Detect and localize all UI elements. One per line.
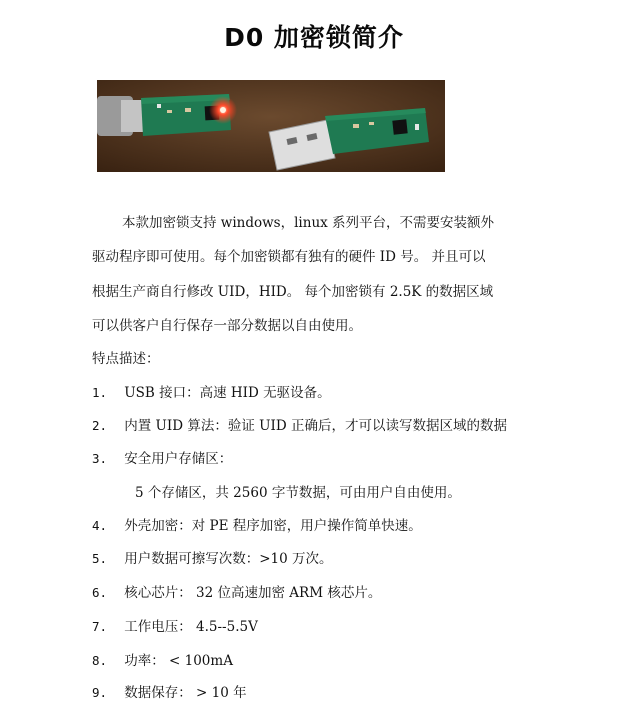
feature-item [92, 652, 552, 670]
feature-number: 8. [92, 653, 108, 668]
feature-number: 3. [92, 451, 108, 466]
feature-item [92, 384, 552, 402]
feature-number: 6. [92, 585, 108, 600]
features-heading: 特点描述： [92, 351, 160, 367]
intro-line-4: 可以供客户自行保存一部分数据以自由使用。 [92, 318, 362, 334]
intro-line-3: 根据生产商自行修改 UID，HID。 每个加密锁有 2.5K 的数据区域 [92, 284, 494, 300]
feature-text: 功率： < 100mA [124, 653, 233, 669]
feature-3-detail: 5 个存储区，共 2560 字节数据，可由用户自由使用。 [135, 485, 461, 501]
feature-text: 用户数据可擦写次数：>10 万次。 [124, 551, 333, 567]
intro-line-1: 本款加密锁支持 windows，linux 系列平台，不需要安装额外 [122, 215, 495, 231]
feature-number: 4. [92, 518, 108, 533]
feature-text: 安全用户存储区： [124, 451, 233, 467]
feature-text: 内置 UID 算法：验证 UID 正确后，才可以读写数据区域的数据 [124, 418, 507, 434]
intro-line-2: 驱动程序即可使用。每个加密锁都有独有的硬件 ID 号。 并且可以 [92, 249, 486, 265]
feature-number: 2. [92, 418, 108, 433]
feature-number: 5. [92, 551, 108, 566]
feature-item [92, 550, 552, 568]
feature-item [92, 684, 552, 702]
feature-text: 工作电压： 4.5--5.5V [124, 619, 258, 635]
usb-dongle-photo [97, 80, 445, 172]
feature-item [92, 584, 552, 602]
feature-text: 核心芯片： 32 位高速加密 ARM 核芯片。 [124, 585, 382, 601]
feature-number: 9. [92, 685, 108, 700]
page-title: D0 加密锁简介 [224, 23, 404, 52]
feature-item [92, 517, 552, 535]
feature-item [92, 618, 552, 636]
feature-item [92, 417, 552, 435]
usb-dongle-image [97, 80, 445, 172]
feature-item [92, 450, 552, 468]
feature-number: 1. [92, 385, 108, 400]
feature-number: 7. [92, 619, 108, 634]
feature-text: 外壳加密：对 PE 程序加密，用户操作简单快速。 [124, 518, 422, 534]
feature-text: 数据保存： > 10 年 [124, 685, 247, 701]
feature-text: USB 接口：高速 HID 无驱设备。 [124, 385, 331, 401]
